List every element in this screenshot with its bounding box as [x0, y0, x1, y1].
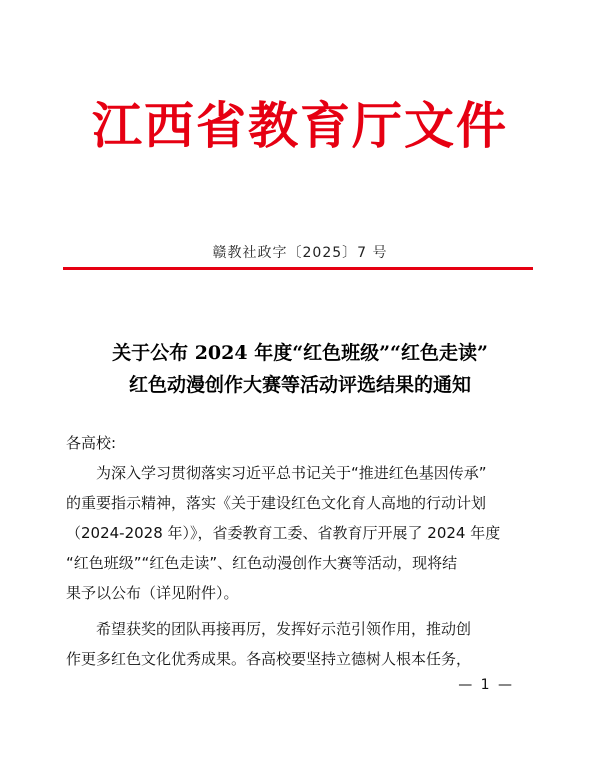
body-line: 为深入学习贯彻落实习近平总书记关于“推进红色基因传承” — [96, 464, 487, 482]
body-line: 的重要指示精神，落实《关于建设红色文化育人高地的行动计划 — [66, 494, 487, 512]
body-line: “红色班级”“红色走读”、红色动漫创作大赛等活动，现将结 — [66, 554, 458, 572]
issuer-masthead: 江西省教育厅文件 — [92, 96, 508, 155]
title-line-1: 关于公布 2024 年度“红色班级”“红色走读” — [112, 342, 488, 364]
title-line-2: 红色动漫创作大赛等活动评选结果的通知 — [128, 374, 471, 396]
salutation: 各高校: — [66, 434, 117, 452]
page-number: — 1 — — [458, 677, 514, 693]
body-line: 作更多红色文化优秀成果。各高校要坚持立德树人根本任务， — [66, 650, 472, 668]
body-line: （2024-2028 年）》，省委教育工委、省教育厅开展了 2024 年度 — [66, 524, 501, 542]
red-separator-line — [63, 267, 533, 270]
document-number: 赣教社政字〔2025〕7 号 — [212, 245, 388, 261]
notice-title — [30, 337, 570, 401]
body-line: 果予以公布（详见附件）。 — [66, 584, 239, 602]
body-line: 希望获奖的团队再接再厉，发挥好示范引领作用，推动创 — [96, 620, 472, 638]
notice-body — [66, 428, 534, 674]
